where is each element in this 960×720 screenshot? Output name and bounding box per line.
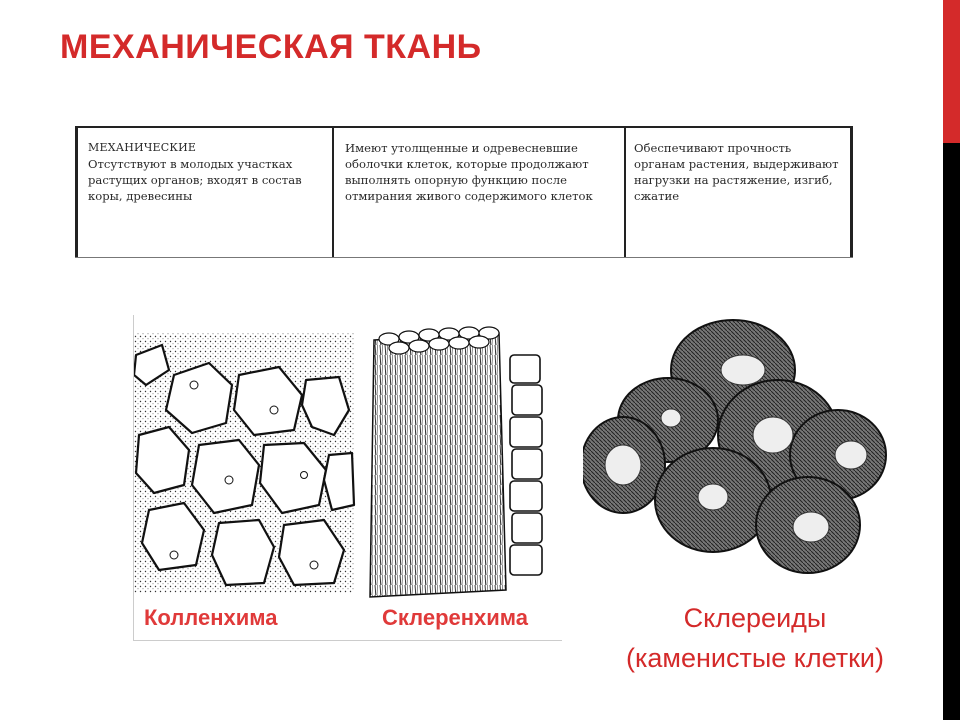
slide-title: МЕХАНИЧЕСКАЯ ТКАНЬ xyxy=(60,28,482,66)
sclereids-caption xyxy=(605,598,905,678)
table-cell-type xyxy=(78,128,334,258)
sclereids-illustration xyxy=(583,315,903,590)
tissue-table xyxy=(75,126,853,258)
table-cell-heading: МЕХАНИЧЕСКИЕ xyxy=(88,141,197,154)
right-edge-accent xyxy=(943,0,960,143)
sclereids-caption-line1: Склереиды xyxy=(683,603,827,633)
collenchyma-label: Колленхима xyxy=(144,605,278,630)
table-cell-function: Обеспечивают прочность органам растения, выдерживают нагрузки на растяжение, изгиб, сжатие xyxy=(634,141,839,203)
table-cell-structure: Имеют утолщенные и одревесневшие оболочки клеток, которые продолжают выполнять опорную функцию после отмирания живого содержимого клеток xyxy=(334,128,626,258)
sclereids-caption-line2: (каменистые клетки) xyxy=(625,643,885,673)
collenchyma-sclerenchyma-figure xyxy=(133,315,562,641)
tissue-illustration xyxy=(134,315,562,640)
table-cell-location: Отсутствуют в молодых участках растущих органов; входят в состав коры, древесины xyxy=(88,157,302,203)
sclerenchyma-label: Склеренхима xyxy=(382,605,529,630)
